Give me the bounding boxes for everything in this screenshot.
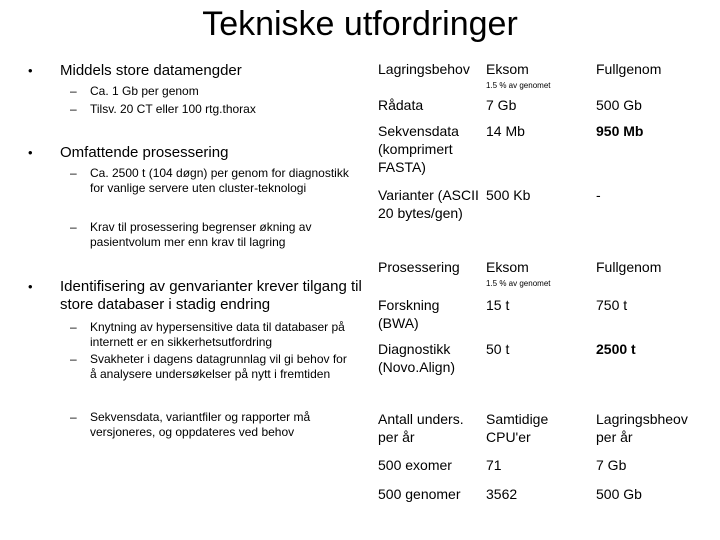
table-cell: Sekvensdata (komprimert FASTA)	[378, 123, 459, 175]
processing-subnote: 1.5 % av genomet	[486, 279, 551, 288]
table-cell: 500 Kb	[486, 187, 531, 203]
sub-bullet-dash: –	[70, 220, 77, 234]
bullet-item	[28, 144, 368, 162]
sub-bullet-text: Tilsv. 20 CT eller 100 rtg.thorax	[90, 102, 256, 116]
table-cell: Varianter (ASCII 20 bytes/gen)	[378, 187, 479, 221]
table-cell: 950 Mb	[596, 123, 644, 139]
table-row	[372, 122, 702, 180]
table-cell: Diagnostikk (Novo.Align)	[378, 341, 456, 375]
processing-header-cell: Fullgenom	[596, 259, 662, 275]
bullet-text: Middels store datamengder	[60, 62, 242, 79]
table-cell: 500 exomer	[378, 457, 452, 473]
storage-subnote: 1.5 % av genomet	[486, 81, 551, 90]
bullet-text: Omfattende prosessering	[60, 144, 229, 161]
table-cell: 500 genomer	[378, 486, 461, 502]
sub-bullet	[28, 410, 368, 440]
table-row	[372, 485, 702, 509]
capacity-header-cell: Samtidige CPU'er	[486, 411, 549, 445]
sub-bullet-dash: –	[70, 352, 77, 366]
table-row	[372, 456, 702, 480]
table-row	[372, 96, 702, 120]
bullet-text: Identifisering av genvarianter krever tilgang til store databaser i stadig endring	[60, 278, 362, 313]
sub-bullet-text: Sekvensdata, variantfiler og rapporter må versjoneres, og oppdateres ved behov	[90, 410, 311, 439]
sub-bullet	[28, 220, 368, 250]
sub-bullet-dash: –	[70, 166, 77, 180]
sub-bullet	[28, 84, 368, 99]
table-cell: 2500 t	[596, 341, 636, 357]
sub-bullet	[28, 352, 368, 412]
table-cell: 15 t	[486, 297, 510, 313]
storage-header-cell: Eksom	[486, 61, 529, 77]
sub-bullet-dash: –	[70, 102, 77, 116]
table-row	[372, 186, 702, 244]
table-cell: 3562	[486, 486, 518, 502]
table-cell: 7 Gb	[596, 457, 627, 473]
table-cell: 71	[486, 457, 502, 473]
table-cell: 14 Mb	[486, 123, 525, 139]
storage-header-cell: Lagringsbehov	[378, 61, 470, 77]
bullet-dot: •	[28, 145, 33, 160]
sub-bullet-text: Ca. 2500 t (104 døgn) per genom for diagnostikk for vanlige servere uten cluster-teknologi	[90, 166, 349, 195]
sub-bullet-dash: –	[70, 84, 77, 98]
sub-bullet	[28, 320, 368, 350]
capacity-table-header	[372, 410, 702, 450]
sub-bullet-text: Knytning av hypersensitive data til databaser på internett er en sikkerhetsutfordring	[90, 320, 345, 349]
sub-bullet-dash: –	[70, 320, 77, 334]
processing-header-cell: Eksom	[486, 259, 529, 275]
table-cell: -	[596, 187, 601, 203]
bullet-item	[28, 278, 368, 314]
table-cell: Forskning (BWA)	[378, 297, 440, 331]
table-cell: 750 t	[596, 297, 628, 313]
bullet-item	[28, 62, 368, 80]
sub-bullet	[28, 102, 368, 117]
table-row	[372, 340, 702, 380]
table-cell: 7 Gb	[486, 97, 517, 113]
processing-table-header	[372, 258, 702, 294]
sub-bullet-dash: –	[70, 410, 77, 424]
table-cell: 500 Gb	[596, 486, 642, 502]
table-cell: Rådata	[378, 97, 424, 113]
processing-header-cell: Prosessering	[378, 259, 460, 275]
sub-bullet	[28, 166, 368, 226]
capacity-header-cell: Antall unders. per år	[378, 411, 464, 445]
table-cell: 50 t	[486, 341, 510, 357]
sub-bullet-text: Ca. 1 Gb per genom	[90, 84, 199, 98]
storage-table-header	[372, 60, 702, 96]
bullet-dot: •	[28, 279, 33, 294]
sub-bullet-text: Svakheter i dagens datagrunnlag vil gi behov for å analysere undersøkelser på nytt i fremtiden	[90, 352, 347, 381]
storage-header-cell: Fullgenom	[596, 61, 662, 77]
capacity-header-cell: Lagringsbheov per år	[596, 411, 688, 445]
sub-bullet-text: Krav til prosessering begrenser økning av pasientvolum mer enn krav til lagring	[90, 220, 312, 249]
slide-title: Tekniske utfordringer	[202, 5, 518, 43]
bullet-dot: •	[28, 63, 33, 78]
table-cell: 500 Gb	[596, 97, 642, 113]
table-row	[372, 296, 702, 336]
